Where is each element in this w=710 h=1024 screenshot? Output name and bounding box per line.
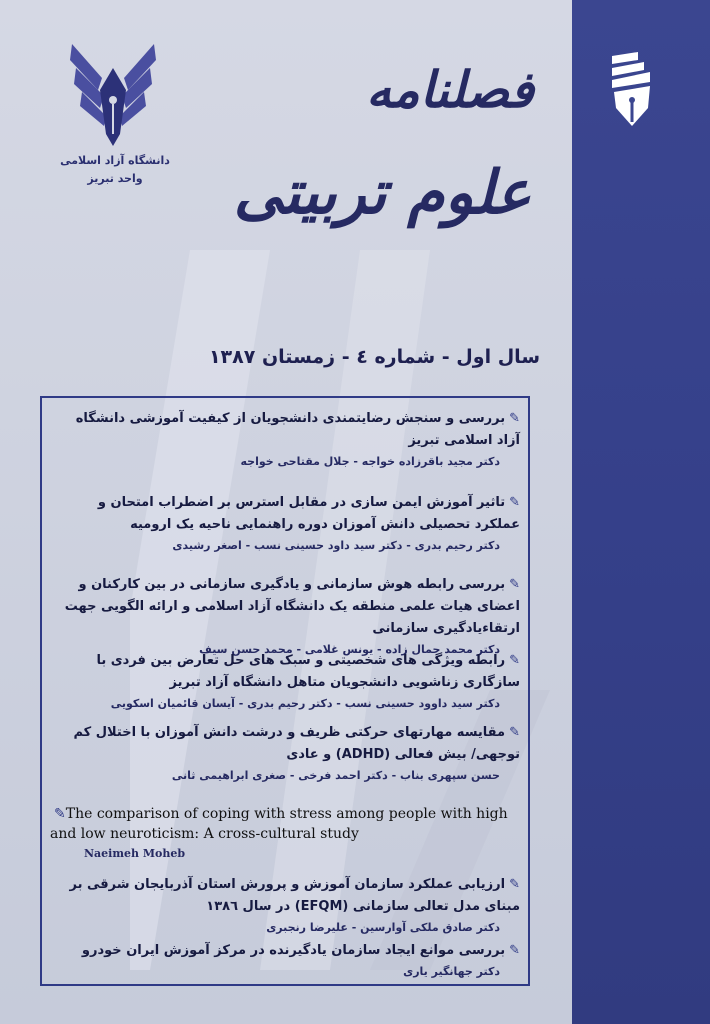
bullet-icon: ✎	[509, 877, 520, 892]
bullet-icon: ✎	[54, 806, 66, 822]
toc-entry	[42, 574, 528, 660]
toc-entry-title: رابطه ویژگی های شخصیتی و سبک های حل تعارض بین فردی با سازگاری زناشویی دانشجویان متاهل دانشگاه آزاد تبریز	[96, 653, 520, 690]
toc-entry-authors: دکتر سید داوود حسینی نسب - دکتر رحیم بدری - آیسان قائمیان اسکویی	[110, 697, 500, 710]
toc-entry	[42, 804, 528, 864]
pen-nib-icon	[608, 52, 656, 128]
toc-entry	[42, 940, 528, 982]
issue-info: سال اول - شماره ٤ - زمستان ١٣٨٧	[208, 346, 540, 368]
journal-title-line1: فصلنامه	[366, 60, 534, 119]
toc-entry	[42, 722, 528, 786]
toc-entry	[42, 408, 528, 472]
toc-entry-authors: حسن سپهری بناب - دکتر احمد فرخی - صغری ابراهیمی ثانی	[171, 769, 500, 782]
toc-entry-authors: دکتر صادق ملکی آوارسین - علیرضا رنجبری	[266, 921, 500, 934]
right-color-band	[572, 0, 710, 1024]
toc-entry-title: The comparison of coping with stress among people with high and low neuroticism: A cross-cultural study	[50, 806, 508, 842]
toc-entry-title: بررسی موانع ایجاد سازمان یادگیرنده در مرکز آموزش ایران خودرو	[81, 943, 506, 958]
journal-title-line2: علوم تربیتی	[233, 158, 532, 228]
bullet-icon: ✎	[509, 653, 520, 668]
toc-entry	[42, 650, 528, 714]
university-emblem-icon	[68, 38, 158, 150]
toc-entry	[42, 874, 528, 938]
toc-entry-title: ارزیابی عملکرد سازمان آموزش و پرورش استان آذربایجان شرقی بر مبنای مدل تعالی سازمانی (EFQM) در سال ١٣٨٦	[69, 877, 520, 914]
bullet-icon: ✎	[509, 577, 520, 592]
toc-entry-authors: دکتر رحیم بدری - دکتر سید داود حسینی نسب - اصغر رشیدی	[172, 539, 500, 552]
bullet-icon: ✎	[509, 725, 520, 740]
toc-entry-title: بررسی و سنجش رضایتمندی دانشجویان از کیفیت آموزشی دانشگاه آزاد اسلامی تبریز	[75, 411, 520, 448]
toc-entry-authors: دکتر محمد جمال زاده - یونس غلامی - محمد حسن سیف	[199, 643, 500, 656]
university-name-line2: واحد تبریز	[87, 172, 143, 185]
toc-entry-authors: دکتر جهانگیر یاری	[403, 965, 500, 978]
bullet-icon: ✎	[509, 943, 520, 958]
toc-entry-authors: Naeimeh Moheb	[84, 847, 186, 860]
toc-entry-authors: دکتر مجید باقرزاده خواجه - جلال مقتاحی خواجه	[240, 455, 500, 468]
toc-entry	[42, 492, 528, 556]
university-name	[40, 152, 190, 188]
table-of-contents	[40, 396, 530, 986]
bullet-icon: ✎	[509, 495, 520, 510]
university-name-line1: دانشگاه آزاد اسلامی	[60, 154, 170, 167]
toc-entry-title: تاثیر آموزش ایمن سازی در مقابل استرس بر اضطراب امتحان و عملکرد تحصیلی دانش آموزان دوره راهنمایی ناحیه یک ارومیه	[97, 495, 520, 532]
toc-entry-title: بررسی رابطه هوش سازمانی و یادگیری سازمانی در بین کارکنان و اعضای هیات علمی منطقه یک دانشگاه آزاد اسلامی و ارائه الگویی جهت ارتقاءیادگیری سازمانی	[64, 577, 520, 636]
bullet-icon: ✎	[509, 411, 520, 426]
toc-entry-title: مقایسه مهارتهای حرکتی ظریف و درشت دانش آموزان با اختلال کم توجهی/ بیش فعالی (ADHD) و عادی	[73, 725, 520, 762]
